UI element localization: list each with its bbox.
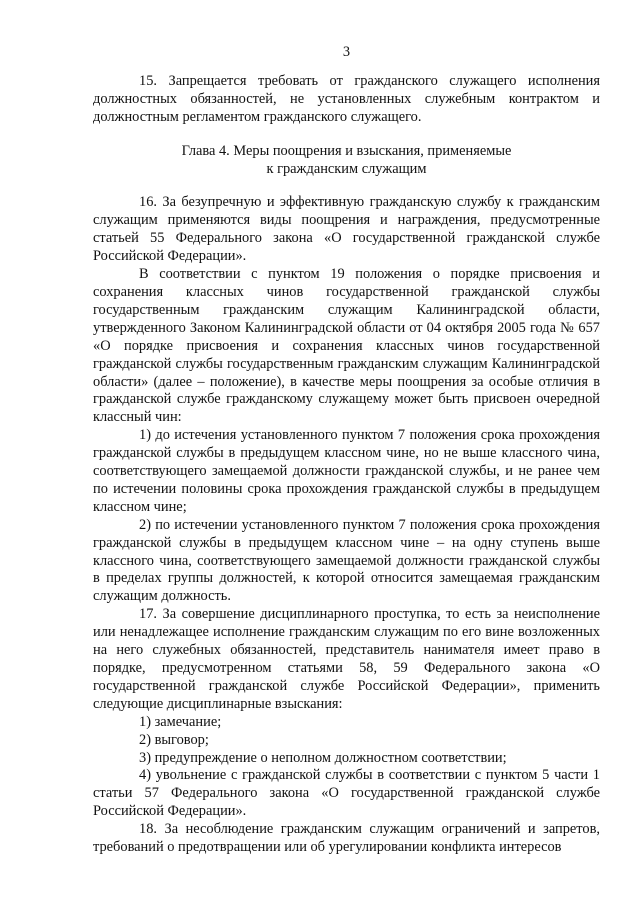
page-number: 3 [342,44,351,60]
paragraph-18: 18. За несоблюдение гражданским служащим ограничений и запретов, требований о предотвращении или об урегулировании конфликта интересов [93,821,600,856]
paragraph-16-item-1: 1) до истечения установленного пунктом 7 положения срока прохождения гражданской службы в предыдущем классном чине, но не выше классного чина, соответствующего замещаемой должности гражданской службы, и не ранее чем по истечении половины срока прохождения гражданской службы в предыдущем классном чине; [93,427,600,515]
paragraph-15: 15. Запрещается требовать от гражданского служащего исполнения должностных обязанностей, не установленных служебным контрактом и должностным регламентом гражданского служащего. [93,72,600,125]
penalty-item-4: 4) увольнение с гражданской службы в соответствии с пунктом 5 части 1 статьи 57 Федерального закона «О государственной гражданской службе Российской Федерации». [93,767,600,820]
chapter-title-line-1: Глава 4. Меры поощрения и взыскания, применяемые [181,142,512,159]
paragraph-17: 17. За совершение дисциплинарного проступка, то есть за неисполнение или ненадлежащее исполнение гражданским служащим по его вине возложенных на него служебных обязанностей, представитель нанимателя имеет право в порядке, предусмотренном статьями 58, 59 Федерального закона «О государственной гражданской службе Российской Федерации», применить следующие дисциплинарные взыскания: [93,606,600,712]
paragraph-16-item-2: 2) по истечении установленного пунктом 7 положения срока прохождения гражданской службы в предыдущем классном чине – на одну ступень выше классного чина, соответствующего замещаемой должности гражданской службы в пределах группы должностей, к которой относится замещаемая гражданским служащим должность. [93,516,600,605]
penalty-item-3: 3) предупреждение о неполном должностном соответствии; [139,749,507,766]
paragraph-16-classrank: В соответствии с пунктом 19 положения о порядке присвоения и сохранения классных чинов государственной гражданской службы государственным гражданским служащим Калининградской области, утвержденного Законом Калининградской области от 04 октября 2005 года № 657 «О порядке присвоения и сохранения классных чинов государственной гражданской службы государственным гражданским служащим Калининградской области» (далее – положение), в качестве меры поощрения за особые отличия в гражданской службе гражданскому служащему может быть присвоен очередной классный чин: [93,266,600,426]
chapter-title-line-2: к гражданским служащим [266,160,427,177]
penalty-item-2: 2) выговор; [139,731,209,748]
penalty-item-1: 1) замечание; [139,713,222,730]
chapter-title [93,143,600,179]
paragraph-16: 16. За безупречную и эффективную гражданскую службу к гражданским служащим применяются виды поощрения и награждения, предусмотренные статьей 55 Федерального закона «О государственной гражданской службе Российской Федерации». [93,194,600,265]
